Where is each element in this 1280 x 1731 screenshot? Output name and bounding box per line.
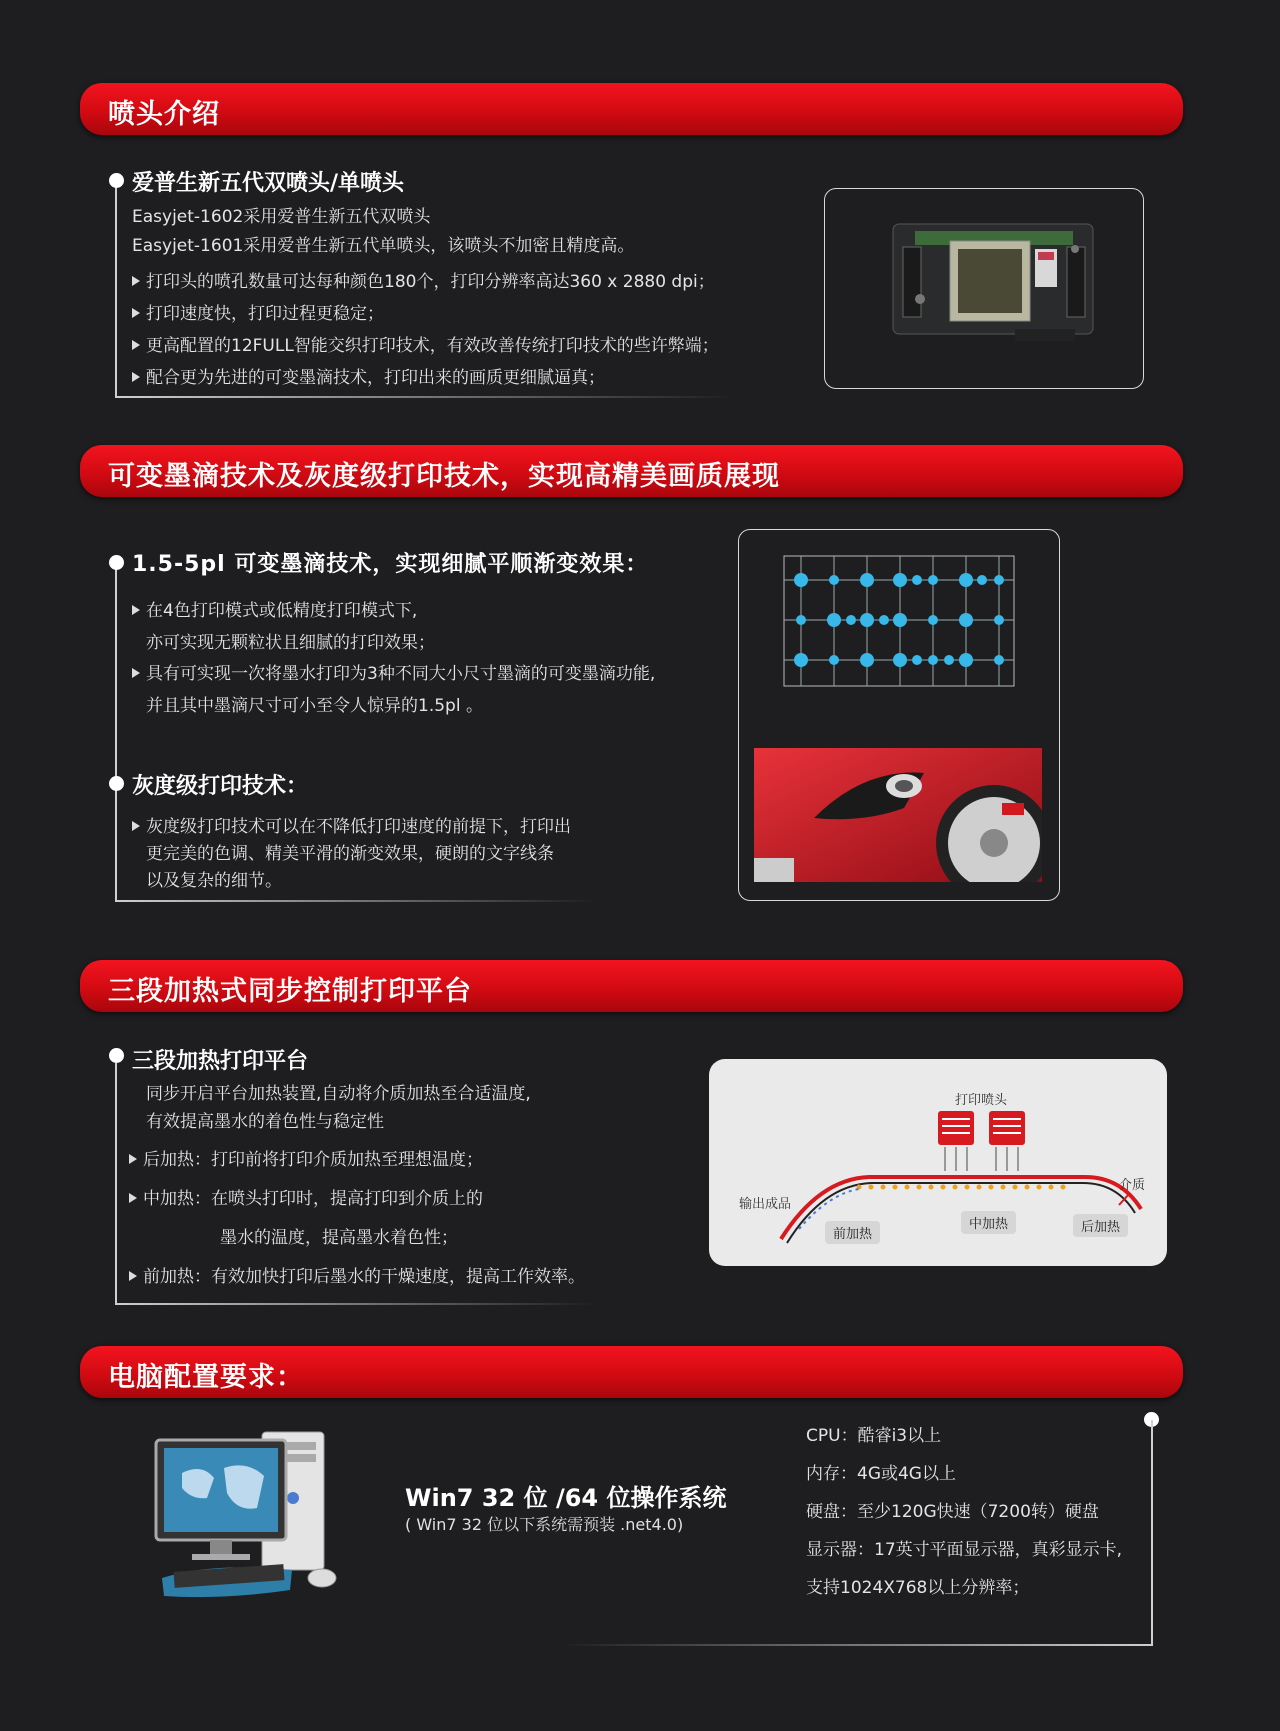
bracket-line: [115, 900, 595, 902]
section-title: 可变墨滴技术及灰度级打印技术，实现高精美画质展现: [108, 461, 780, 492]
body-text: 墨水的温度，提高墨水着色性；: [220, 1228, 458, 1248]
body-text: 并且其中墨滴尺寸可小至令人惊异的1.5pl 。: [146, 696, 483, 716]
bullet-dot: [109, 776, 124, 791]
droplet-image-frame: [738, 529, 1060, 901]
triangle-bullet-icon: [132, 276, 140, 286]
section-title: 电脑配置要求：: [108, 1362, 304, 1393]
list-item: 配合更为先进的可变墨滴技术，打印出来的画质更细腻逼真；: [132, 363, 605, 388]
printhead-label: 打印喷头: [955, 1093, 1008, 1108]
os-note: ( Win7 32 位以下系统需预装 .net4.0): [405, 1515, 684, 1534]
subsection-title: 三段加热打印平台: [132, 1049, 309, 1074]
bullet-dot: [109, 173, 124, 188]
bracket-line: [115, 1303, 595, 1305]
printhead-image-frame: [824, 188, 1144, 389]
spec-item: 支持1024X768以上分辨率；: [806, 1578, 1030, 1598]
middle-heat-label: 中加热: [961, 1211, 1016, 1234]
bracket-line: [115, 563, 117, 902]
rear-heat-label: 后加热: [1073, 1214, 1128, 1237]
printhead-icon: [938, 1111, 1025, 1171]
bracket-line: [115, 396, 735, 398]
section-banner-nozzle: [80, 83, 1183, 135]
computer-icon: [152, 1428, 352, 1604]
list-item: 更高配置的12FULL智能交织打印技术，有效改善传统打印技术的些许弊端；: [132, 331, 719, 356]
list-item: 灰度级打印技术可以在不降低打印速度的前提下，打印出: [132, 812, 571, 837]
section-banner-heating: [80, 960, 1183, 1012]
triangle-bullet-icon: [129, 1154, 137, 1164]
body-text: 有效提高墨水的着色性与稳定性: [146, 1112, 384, 1132]
spec-item: 内存：4G或4G以上: [806, 1464, 956, 1484]
section-title: 三段加热式同步控制打印平台: [108, 976, 472, 1007]
triangle-bullet-icon: [132, 340, 140, 350]
triangle-bullet-icon: [132, 821, 140, 831]
list-item: 具有可实现一次将墨水打印为3种不同大小尺寸墨滴的可变墨滴功能,: [132, 659, 655, 684]
heating-diagram: [709, 1059, 1167, 1266]
subsection-title: 爱普生新五代双喷头/单喷头: [132, 171, 405, 196]
bullet-dot: [109, 1048, 124, 1063]
bullet-dot: [109, 555, 124, 570]
media-label: 介质: [1119, 1178, 1146, 1193]
section-banner-droplet: [80, 445, 1183, 497]
triangle-bullet-icon: [132, 372, 140, 382]
section-title: 喷头介绍: [108, 99, 220, 130]
body-text: 更完美的色调、精美平滑的渐变效果，硬朗的文字线条: [146, 844, 554, 864]
body-text: 亦可实现无颗粒状且细腻的打印效果；: [146, 633, 435, 653]
os-title: Win7 32 位 /64 位操作系统: [405, 1484, 727, 1512]
subsection-title: 灰度级打印技术：: [132, 774, 309, 799]
body-text: 以及复杂的细节。: [146, 871, 282, 891]
section-banner-pc: [80, 1346, 1183, 1398]
list-item: 后加热：打印前将打印介质加热至理想温度；: [129, 1145, 483, 1170]
triangle-bullet-icon: [129, 1193, 137, 1203]
red-car-photo: [754, 748, 1042, 882]
printhead-icon: [825, 189, 1143, 388]
list-item: 打印速度快，打印过程更稳定；: [132, 299, 384, 324]
spec-item: 显示器：17英寸平面显示器，真彩显示卡,: [806, 1540, 1123, 1560]
list-item: 前加热：有效加快打印后墨水的干燥速度，提高工作效率。: [129, 1262, 585, 1287]
triangle-bullet-icon: [129, 1271, 137, 1281]
list-item: 中加热：在喷头打印时，提高打印到介质上的: [129, 1184, 483, 1209]
subsection-title: 1.5-5pl 可变墨滴技术，实现细腻平顺渐变效果：: [132, 552, 649, 577]
body-text: Easyjet-1601采用爱普生新五代单喷头，该喷头不加密且精度高。: [132, 236, 635, 256]
spec-item: CPU：酷睿i3以上: [806, 1426, 942, 1446]
bracket-line: [1151, 1420, 1153, 1646]
bracket-line: [115, 1063, 117, 1305]
bracket-line: [115, 180, 117, 398]
triangle-bullet-icon: [132, 668, 140, 678]
body-text: Easyjet-1602采用爱普生新五代双喷头: [132, 207, 431, 227]
triangle-bullet-icon: [132, 605, 140, 615]
bracket-line: [560, 1644, 1153, 1646]
list-item: 在4色打印模式或低精度打印模式下,: [132, 596, 417, 621]
body-text: 同步开启平台加热装置,自动将介质加热至合适温度,: [146, 1084, 531, 1104]
output-label: 输出成品: [739, 1197, 792, 1212]
list-item: 打印头的喷孔数量可达每种颜色180个，打印分辨率高达360 x 2880 dpi；: [132, 267, 715, 292]
triangle-bullet-icon: [132, 308, 140, 318]
spec-item: 硬盘：至少120G快速（7200转）硬盘: [806, 1502, 1099, 1522]
front-heat-label: 前加热: [825, 1221, 880, 1244]
